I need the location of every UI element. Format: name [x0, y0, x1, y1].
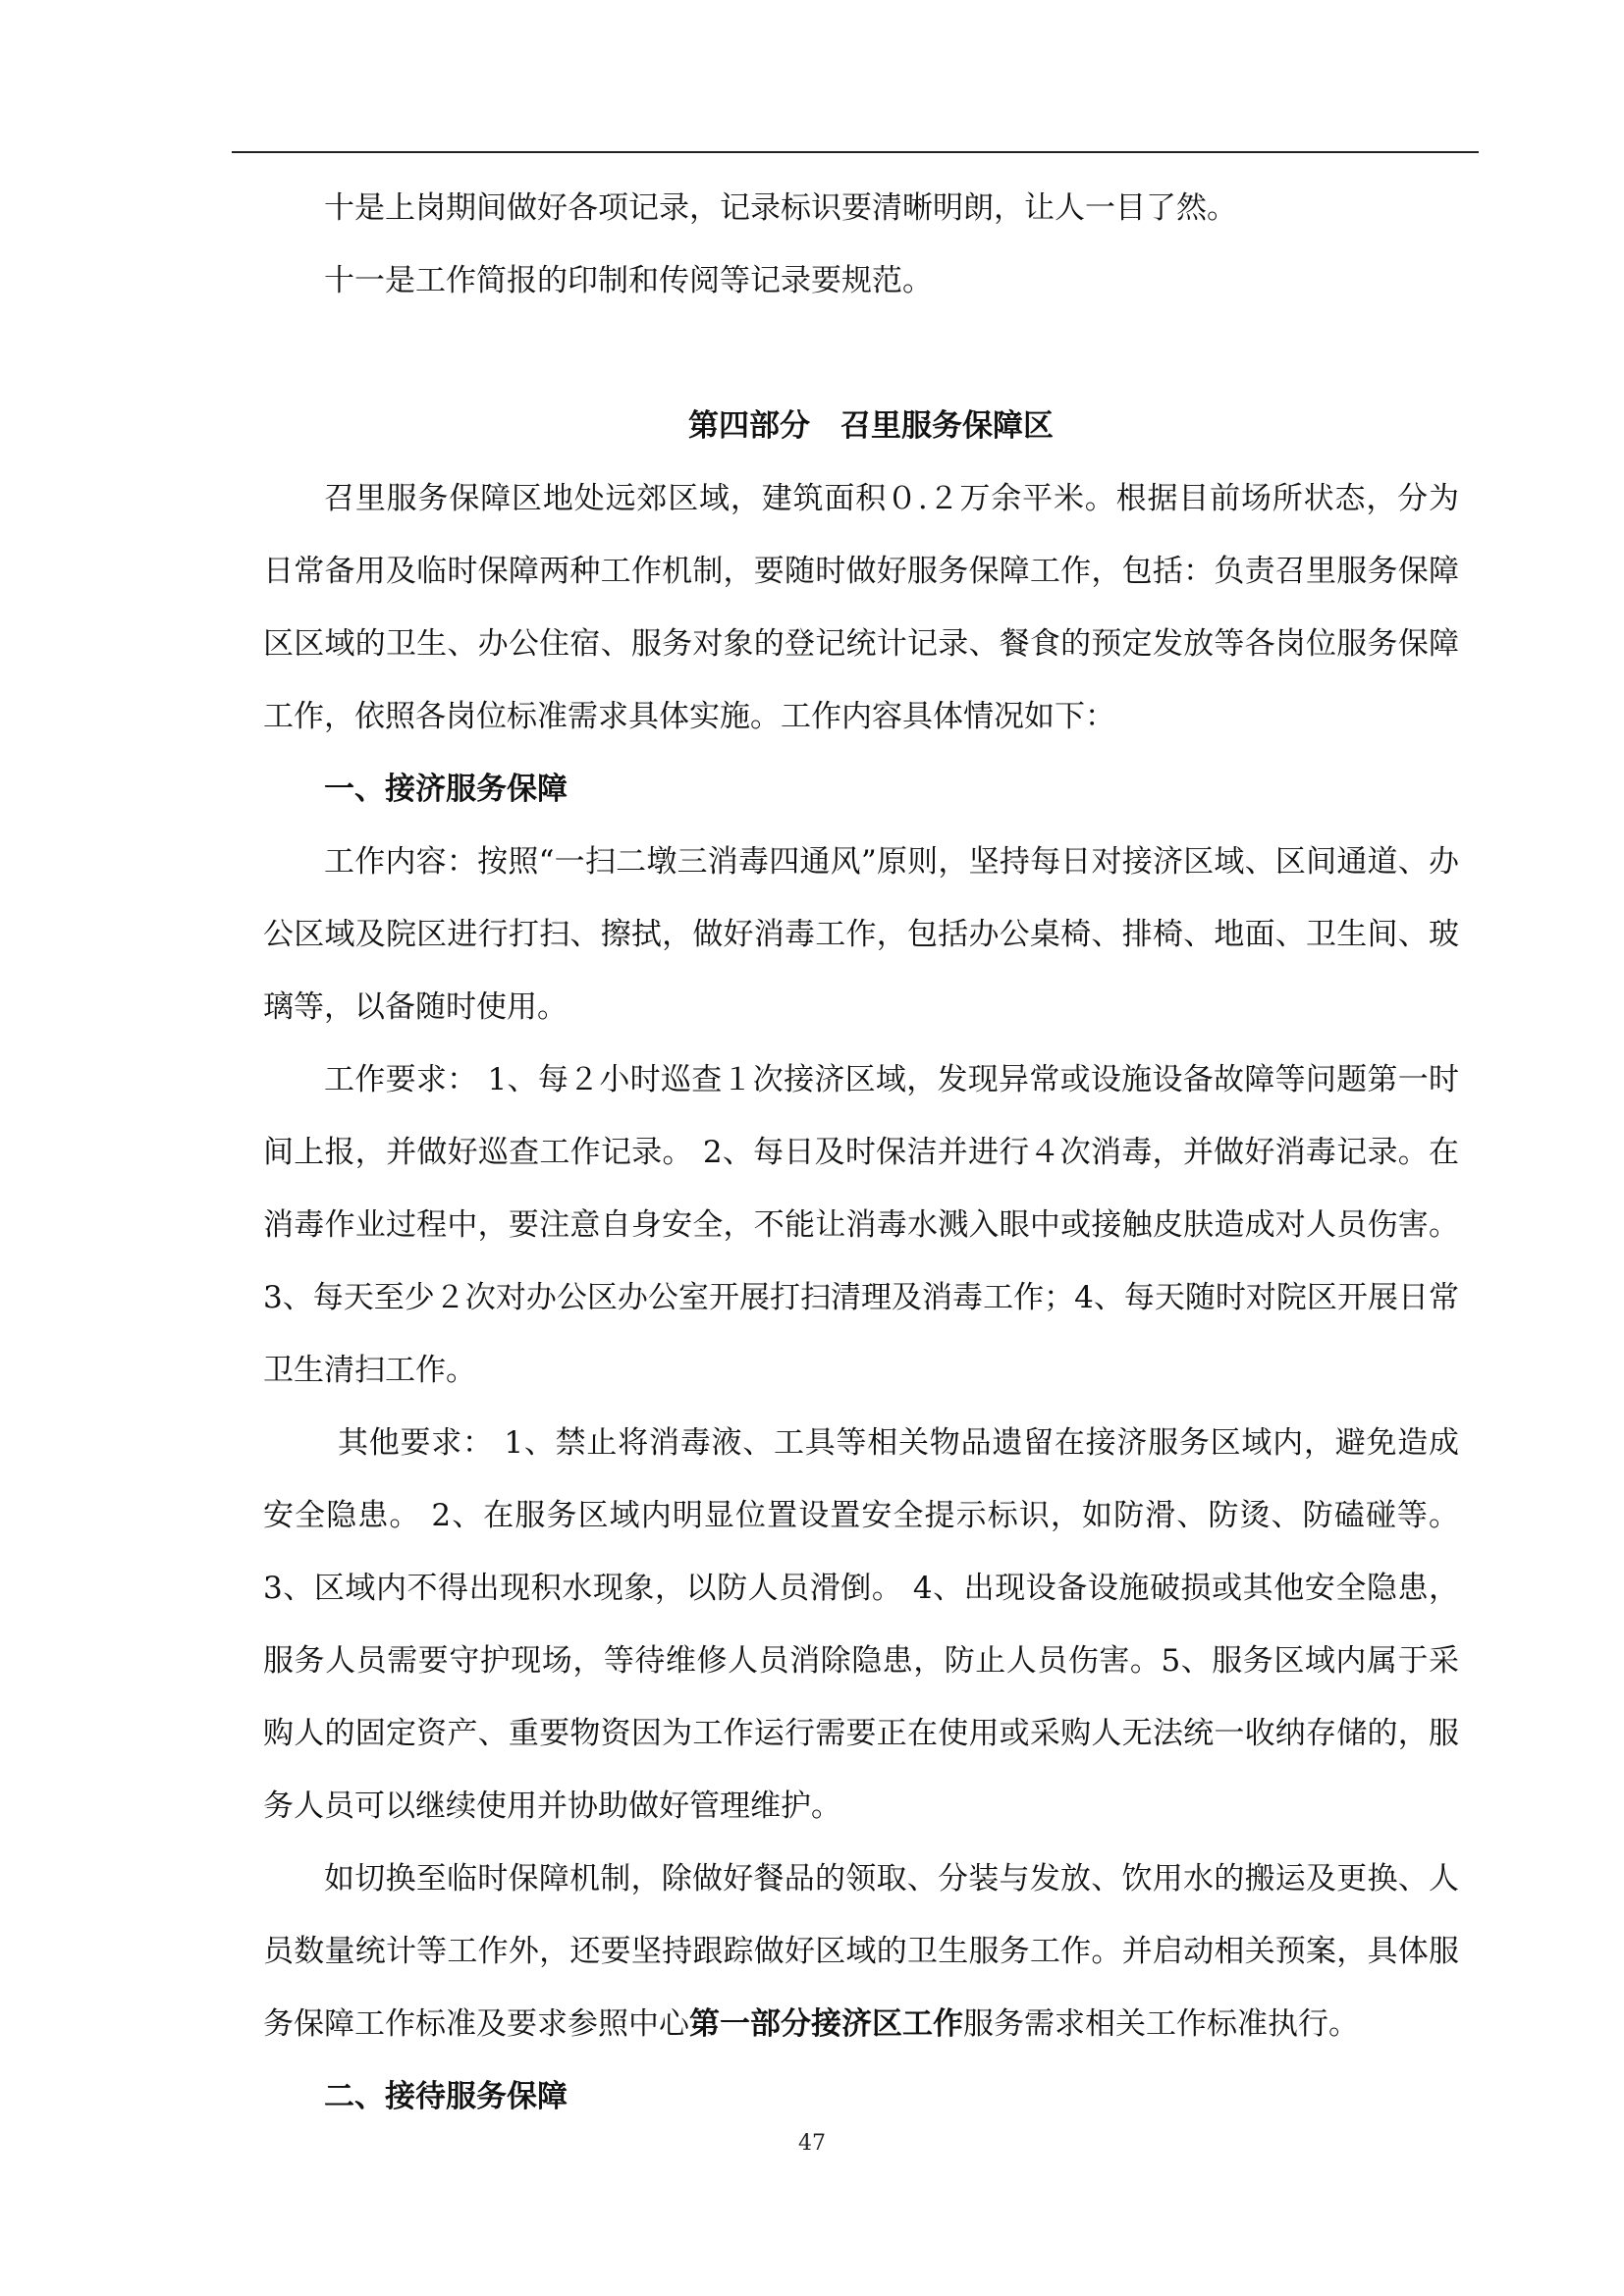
intro-paragraph: 召里服务保障区地处远郊区域，建筑面积０.２万余平米。根据目前场所状态，分为日常备用及临时保障两种工作机制，要随时做好服务保障工作，包括：负责召里服务保障区区域的卫生、办公住宿、服务对象的登记统计记录、餐食的预定发放等各岗位服务保障工作，依照各岗位标准需求具体实施。工作内容具体情况如下： — [263, 481, 1459, 734]
header-rule — [232, 151, 1479, 153]
switch-text-after: 服务需求相关工作标准执行。 — [963, 2006, 1359, 2042]
section-heading-1: 一、接济服务保障 — [324, 772, 568, 807]
work-content-paragraph: 工作内容：按照“一扫二墩三消毒四通风”原则，坚持每日对接济区域、区间通道、办公区域及院区进行打扫、擦拭，做好消毒工作，包括办公桌椅、排椅、地面、卫生间、玻璃等，以备随时使用。 — [263, 844, 1459, 1025]
paragraph-item-ten: 十是上岗期间做好各项记录，记录标识要清晰明朗，让人一目了然。 — [324, 190, 1237, 226]
blank-line — [263, 317, 1459, 390]
switch-text-before: 如切换至临时保障机制，除做好餐品的领取、分装与发放、饮用水的搬运及更换、人员数量统计等工作外，还要坚持跟踪做好区域的卫生服务工作。并启动相关预案，具体服务保障工作标准及要求参照中心 — [263, 1861, 1459, 2042]
page-number: 47 — [798, 2131, 826, 2156]
paragraph-item-eleven: 十一是工作简报的印制和传阅等记录要规范。 — [324, 263, 933, 298]
section-heading-2: 二、接待服务保障 — [324, 2079, 568, 2114]
switch-text-bold: 第一部分接济区工作 — [689, 2006, 963, 2042]
other-requirements-paragraph: 其他要求： 1、禁止将消毒液、工具等相关物品遗留在接济服务区域内，避免造成安全隐患。 2、在服务区域内明显位置设置安全提示标识，如防滑、防烫、防磕碰等。 3、区域内不得出现积水现象，以防人员滑倒。 4、出现设备设施破损或其他安全隐患，服务人员需要守护现场，等待维修人员消除隐患，防止人员伤害。5、服务区域内属于采购人的固定资产、重要物资因为工作运行需要正在使用或采购人无法统一收纳存储的，服务人员可以继续使用并协助做好管理维护。 — [263, 1425, 1459, 1824]
work-requirements-paragraph: 工作要求： 1、每２小时巡查１次接济区域，发现异常或设施设备故障等问题第一时间上报，并做好巡查工作记录。 2、每日及时保洁并进行４次消毒，并做好消毒记录。在消毒作业过程中，要注意自身安全，不能让消毒水溅入眼中或接触皮肤造成对人员伤害。3、每天至少２次对办公区办公室开展打扫清理及消毒工作；4、每天随时对院区开展日常卫生清扫工作。 — [263, 1062, 1459, 1388]
document-body — [263, 172, 1459, 2133]
part-title: 第四部分 召里服务保障区 — [688, 408, 1054, 444]
switch-mechanism-paragraph — [263, 1842, 1459, 2060]
